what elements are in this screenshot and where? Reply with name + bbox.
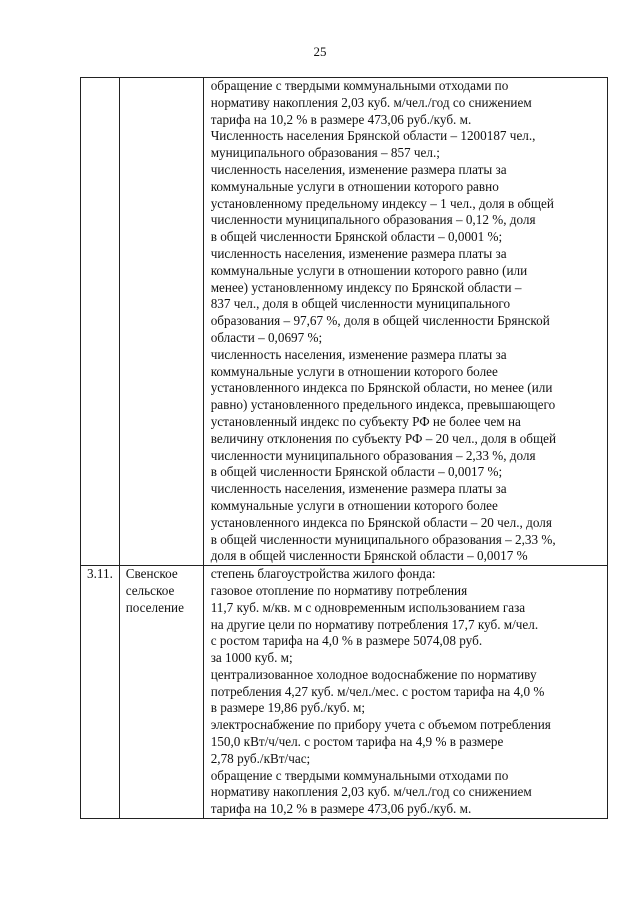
text-line: 837 чел., доля в общей численности муниципального: [210, 296, 511, 312]
description-cell: [203, 78, 607, 566]
text-line: обращение с твердыми коммунальными отходами по: [210, 767, 509, 783]
text-line: в размере 19,86 руб./куб. м;: [210, 700, 366, 716]
text-line: области – 0,0697 %;: [210, 329, 323, 345]
municipality-name-line: Свенское: [125, 566, 178, 582]
text-line: на другие цели по нормативу потребления 17,7 куб. м/чел.: [210, 616, 539, 632]
text-line: Численность населения Брянской области – 1200187 чел.,: [210, 128, 536, 144]
text-line: менее) установленному индексу по Брянской области –: [210, 279, 522, 295]
text-line: численность населения, изменение размера платы за: [210, 161, 507, 177]
table-row: [81, 78, 608, 566]
text-line: коммунальные услуги в отношении которого более: [210, 363, 498, 379]
tariff-table: [80, 77, 608, 819]
text-line: нормативу накопления 2,03 куб. м/чел./год со снижением: [210, 94, 532, 110]
row-number: 3.11.: [87, 566, 113, 582]
text-line: коммунальные услуги в отношении которого более: [210, 497, 498, 513]
text-line: величину отклонения по субъекту РФ – 20 чел., доля в общей: [210, 430, 557, 446]
text-line: численности муниципального образования – 0,12 %, доля: [210, 212, 536, 228]
text-line: установленного индекса по Брянской области, но менее (или: [210, 380, 553, 396]
text-line: коммунальные услуги в отношении которого равно (или: [210, 262, 528, 278]
text-line: степень благоустройства жилого фонда:: [210, 566, 436, 582]
text-line: электроснабжение по прибору учета с объемом потребления: [210, 717, 551, 733]
text-line: 11,7 куб. м/кв. м с одновременным использованием газа: [210, 599, 526, 615]
text-line: муниципального образования – 857 чел.;: [210, 145, 440, 161]
municipality-cell: [119, 78, 203, 566]
text-line: тарифа на 10,2 % в размере 473,06 руб./куб. м.: [210, 801, 472, 817]
text-line: централизованное холодное водоснабжение по нормативу: [210, 666, 537, 682]
text-line: 2,78 руб./кВт/час;: [210, 750, 311, 766]
page-number: 25: [313, 44, 327, 59]
text-line: 150,0 кВт/ч/чел. с ростом тарифа на 4,9 % в размере: [210, 734, 504, 750]
text-line: равно) установленного предельного индекса, превышающего: [210, 397, 556, 413]
text-line: численность населения, изменение размера платы за: [210, 481, 507, 497]
text-line: нормативу накопления 2,03 куб. м/чел./год со снижением: [210, 784, 532, 800]
municipality-name-line: сельское: [125, 582, 175, 598]
description-lines: [204, 566, 607, 818]
row-number-cell: [81, 78, 120, 566]
text-line: коммунальные услуги в отношении которого равно: [210, 178, 499, 194]
description-lines: [204, 78, 607, 565]
row-number-cell: [81, 566, 120, 819]
text-line: в общей численности Брянской области – 0,0017 %;: [210, 464, 503, 480]
text-line: численности муниципального образования – 2,33 %, доля: [210, 447, 536, 463]
text-line: потребления 4,27 куб. м/чел./мес. с ростом тарифа на 4,0 %: [210, 683, 545, 699]
text-line: установленный индекс по субъекту РФ не более чем на: [210, 413, 521, 429]
text-line: доля в общей численности Брянской области – 0,0017 %: [210, 548, 528, 564]
text-line: тарифа на 10,2 % в размере 473,06 руб./куб. м.: [210, 111, 472, 127]
text-line: в общей численности Брянской области – 0,0001 %;: [210, 229, 503, 245]
text-line: обращение с твердыми коммунальными отходами по: [210, 78, 509, 93]
description-cell: [203, 566, 607, 819]
text-line: численность населения, изменение размера платы за: [210, 346, 507, 362]
municipality-name-line: поселение: [125, 599, 184, 615]
text-line: за 1000 куб. м;: [210, 650, 293, 666]
municipality-cell: [119, 566, 203, 819]
text-line: численность населения, изменение размера платы за: [210, 245, 507, 261]
text-line: газовое отопление по нормативу потребления: [210, 582, 468, 598]
text-line: установленному предельному индексу – 1 чел., доля в общей: [210, 195, 554, 211]
text-line: образования – 97,67 %, доля в общей численности Брянской: [210, 313, 550, 329]
text-line: с ростом тарифа на 4,0 % в размере 5074,08 руб.: [210, 633, 483, 649]
table-row: [81, 566, 608, 819]
text-line: установленного индекса по Брянской области – 20 чел., доля: [210, 514, 552, 530]
text-line: в общей численности муниципального образования – 2,33 %,: [210, 531, 556, 547]
